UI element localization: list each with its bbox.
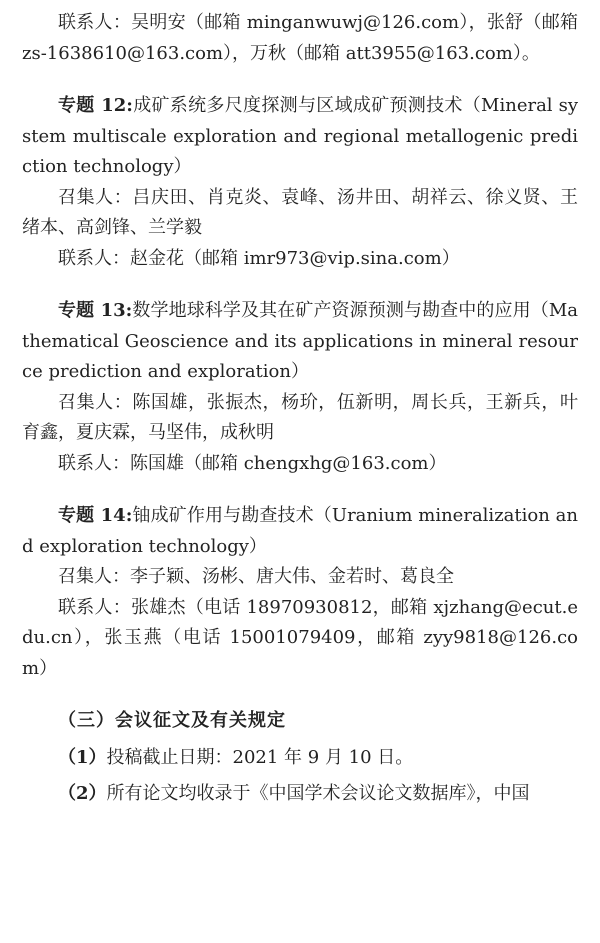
topic-conveners: 召集人：李子颖、汤彬、唐大伟、金若时、葛良全 [58,566,454,587]
intro-contact: 联系人：吴明安（邮箱 minganwuwj@126.com），张舒（邮箱 zs-1638610@163.com），万秋（邮箱 att3955@163.com）。 [22,12,578,64]
topic-label: 专题 14: [58,505,133,526]
topic-13 [22,296,578,479]
topic-title [22,501,578,562]
topic-label: 专题 12: [58,95,133,116]
topic-conveners: 召集人：陈国雄，张振杰，杨玠，伍新明，周长兵，王新兵，叶育鑫，夏庆霖，马坚伟，成秋明 [22,391,578,443]
topic-contact: 联系人：赵金花（邮箱 imr973@vip.sina.com） [58,247,460,269]
rule-item-1 [22,743,578,774]
topic-title-text: 铀成矿作用与勘查技术（Uranium mineralization and exploration technology） [22,505,578,557]
topic-12 [22,91,578,274]
rule-text: 所有论文均收录于《中国学术会议论文数据库》，中国 [106,783,530,804]
rule-number: （2） [58,783,107,804]
rule-text: 投稿截止日期：2021 年 9 月 10 日。 [106,746,414,768]
topic-title [22,296,578,388]
topic-contact: 联系人：陈国雄（邮箱 chengxhg@163.com） [58,452,447,474]
topic-label: 专题 13: [58,300,133,321]
rule-item-2 [22,779,578,810]
topic-title-text: 成矿系统多尺度探测与区域成矿预测技术（Mineral system multiscale exploration and regional metallogenic prediction technology） [22,95,578,177]
topic-contact: 联系人：张雄杰（电话 18970930812，邮箱 xjzhang@ecut.edu.cn），张玉燕（电话 15001079409，邮箱 zyy9818@126.com） [22,596,578,679]
rule-number: （1） [58,746,107,768]
topic-conveners: 召集人：吕庆田、肖克炎、袁峰、汤井田、胡祥云、徐义贤、王绪本、高剑锋、兰学毅 [22,186,578,238]
topic-14 [22,501,578,684]
topic-title [22,91,578,183]
topic-title-text: 数学地球科学及其在矿产资源预测与勘查中的应用（Mathematical Geoscience and its applications in mineral resource prediction and exploration） [22,300,578,382]
section-heading: （三）会议征文及有关规定 [58,710,286,731]
